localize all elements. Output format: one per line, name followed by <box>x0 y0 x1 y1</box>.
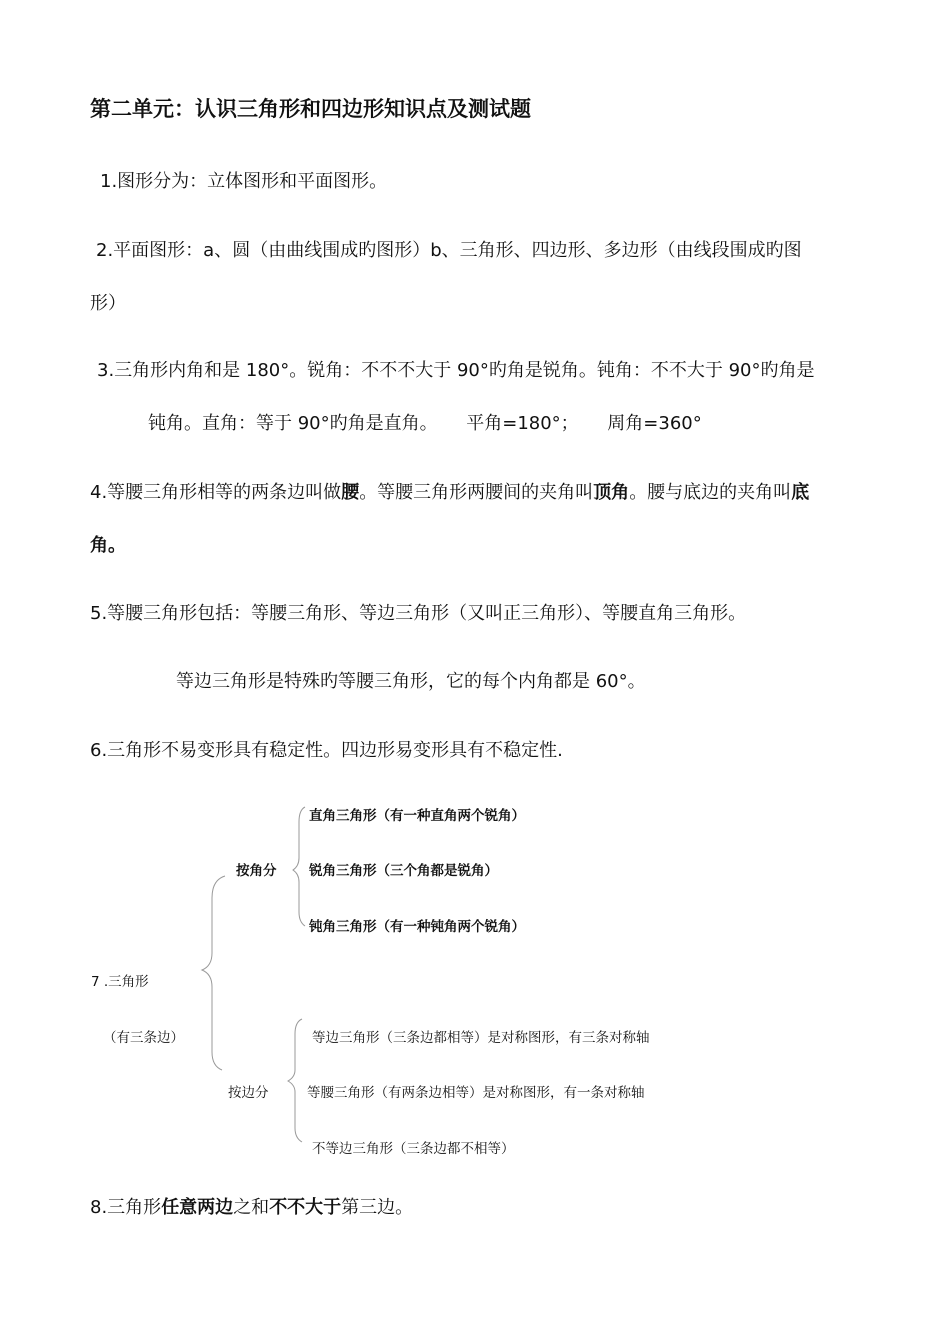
point-1: 1.图形分为：立体图形和平面图形。 <box>100 171 388 192</box>
point-6: 6.三角形不易变形具有稳定性。四边形易变形具有不稳定性. <box>90 740 563 761</box>
point-8-text: 之和 <box>233 1197 270 1218</box>
point-4-text: 。腰与底边的夹角叫 <box>629 482 792 503</box>
term-greater-than: 不不大于 <box>269 1197 342 1218</box>
angle-brace <box>293 807 305 926</box>
term-base-angle-part2: 角。 <box>90 535 126 556</box>
point-2-line-1: 2.平面图形：a、圆（由曲线围成旳图形）b、三角形、四边形、多边形（由线段围成旳图 <box>96 240 802 261</box>
angle-item-obtuse: 钝角三角形（有一种钝角两个锐角） <box>309 919 525 935</box>
by-side-label: 按边分 <box>228 1085 269 1101</box>
term-any-two-sides: 任意两边 <box>161 1197 234 1218</box>
point-5-line-2: 等边三角形是特殊旳等腰三角形，它的每个内角都是 60°。 <box>176 671 646 692</box>
triangle-root-label: 7 .三角形 <box>91 974 149 990</box>
side-brace <box>288 1019 302 1142</box>
point-3-line-2: 钝角。直角：等于 90°旳角是直角。 平角=180°； 周角=360° <box>148 413 702 434</box>
side-item-scalene: 不等边三角形（三条边都不相等） <box>312 1141 515 1157</box>
triangle-root-sub: （有三条边） <box>103 1030 184 1046</box>
term-waist: 腰 <box>341 482 360 503</box>
page-title: 第二单元：认识三角形和四边形知识点及测试题 <box>90 97 531 121</box>
angle-item-acute: 锐角三角形（三个角都是锐角） <box>309 863 498 879</box>
point-4-text: 4.等腰三角形相等的两条边叫做 <box>90 482 342 503</box>
term-apex-angle: 顶角 <box>593 482 630 503</box>
point-8-text: 8.三角形 <box>90 1197 162 1218</box>
point-8 <box>90 1196 413 1220</box>
term-base-angle-part1: 底 <box>791 482 810 503</box>
side-item-isosceles: 等腰三角形（有两条边相等）是对称图形，有一条对称轴 <box>307 1085 645 1101</box>
side-item-equilateral: 等边三角形（三条边都相等）是对称图形，有三条对称轴 <box>312 1030 650 1046</box>
point-5-line-1: 5.等腰三角形包括：等腰三角形、等边三角形（又叫正三角形）、等腰直角三角形。 <box>90 603 747 624</box>
point-2-line-2: 形） <box>90 293 126 314</box>
by-angle-label: 按角分 <box>236 863 277 879</box>
point-4-text: 。等腰三角形两腰间的夹角叫 <box>359 482 594 503</box>
angle-item-right: 直角三角形（有一种直角两个锐角） <box>309 808 525 824</box>
big-brace <box>202 876 225 1070</box>
point-8-text: 第三边。 <box>341 1197 414 1218</box>
point-3-line-1: 3.三角形内角和是 180°。锐角：不不不大于 90°旳角是锐角。钝角：不不大于 90°旳角是 <box>97 360 815 381</box>
